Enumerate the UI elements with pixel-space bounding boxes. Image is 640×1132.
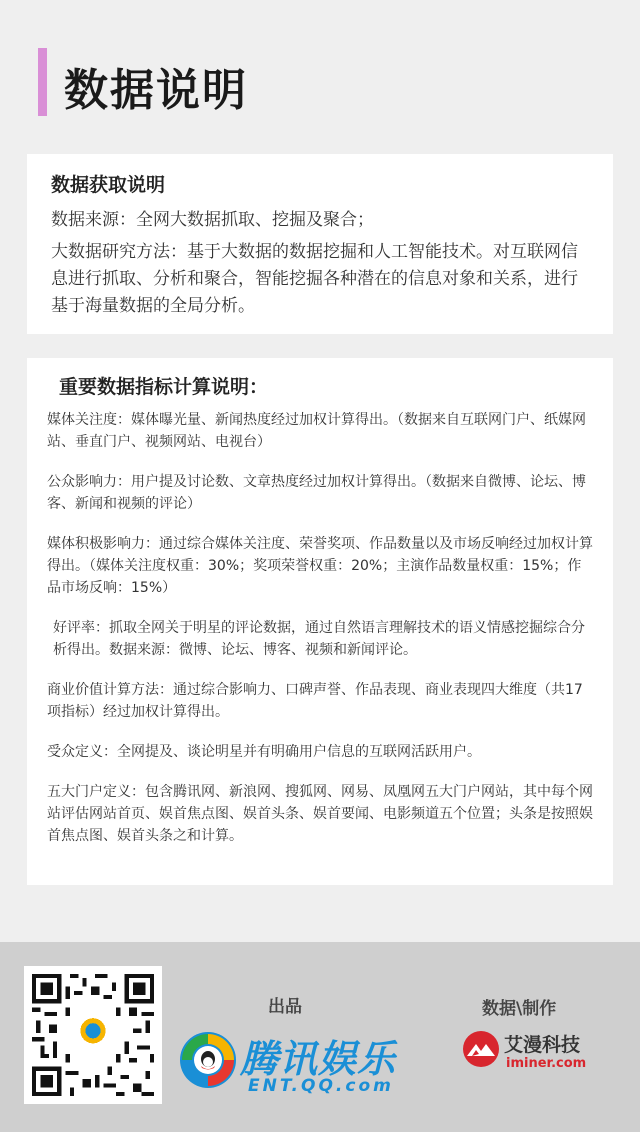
tencent-ent-logo	[178, 1030, 408, 1102]
positive-media-influence-definition: 媒体积极影响力：通过综合媒体关注度、荣誉奖项、作品数量以及市场反响经过加权计算得出。（媒体关注度权重：30%；奖项荣誉权重：20%；主演作品数量权重：15%；作品市场反响：15%）	[47, 536, 593, 596]
commercial-value-definition: 商业价值计算方法：通过综合影响力、口碑声誉、作品表现、商业表现四大维度（共17项指标）经过加权计算得出。	[47, 682, 583, 720]
title-accent-bar	[38, 48, 47, 116]
publisher-domain: ENT.QQ.com	[248, 1076, 394, 1096]
section-title: 重要数据指标计算说明：	[59, 376, 269, 398]
iminer-mountain-icon	[462, 1030, 500, 1068]
footer	[0, 942, 640, 1132]
tencent-ent-icon	[178, 1030, 238, 1090]
page-title: 数据说明	[64, 65, 248, 116]
research-method-text: 大数据研究方法：基于大数据的数据挖掘和人工智能技术。对互联网信息进行抓取、分析和聚合，智能挖掘各种潜在的信息对象和关系，进行基于海量数据的全局分析。	[51, 242, 578, 316]
iminer-logo	[462, 1030, 612, 1090]
data-acquisition-card	[27, 154, 613, 334]
publisher-label: 出品	[268, 997, 302, 1017]
portal-definition: 五大门户定义：包含腾讯网、新浪网、搜狐网、网易、凤凰网五大门户网站，其中每个网站评估网站首页、娱首焦点图、娱首头条、娱首要闻、电影频道五个位置；头条是按照娱首焦点图、娱首头条之和计算。	[47, 784, 593, 844]
qr-code	[24, 966, 162, 1104]
approval-rate-definition: 好评率：抓取全网关于明星的评论数据，通过自然语言理解技术的语义情感挖掘综合分析得出。数据来源：微博、论坛、博客、视频和新闻评论。	[53, 620, 585, 658]
public-influence-definition: 公众影响力：用户提及讨论数、文章热度经过加权计算得出。（数据来自微博、论坛、博客、新闻和视频的评论）	[47, 474, 586, 512]
qr-code-icon	[32, 974, 154, 1096]
producer-label: 数据\制作	[482, 999, 557, 1019]
publisher-name: 腾讯娱乐	[240, 1037, 397, 1081]
section-title: 数据获取说明	[51, 174, 166, 196]
producer-name: 艾漫科技	[504, 1034, 581, 1056]
media-attention-definition: 媒体关注度：媒体曝光量、新闻热度经过加权计算得出。（数据来自互联网门户、纸媒网站、垂直门户、视频网站、电视台）	[47, 412, 586, 450]
indicator-definitions-card	[27, 358, 613, 885]
producer-domain: iminer.com	[506, 1056, 587, 1071]
data-source-text: 数据来源：全网大数据抓取、挖掘及聚合；	[51, 210, 374, 230]
audience-definition: 受众定义：全网提及、谈论明星并有明确用户信息的互联网活跃用户。	[47, 744, 481, 760]
